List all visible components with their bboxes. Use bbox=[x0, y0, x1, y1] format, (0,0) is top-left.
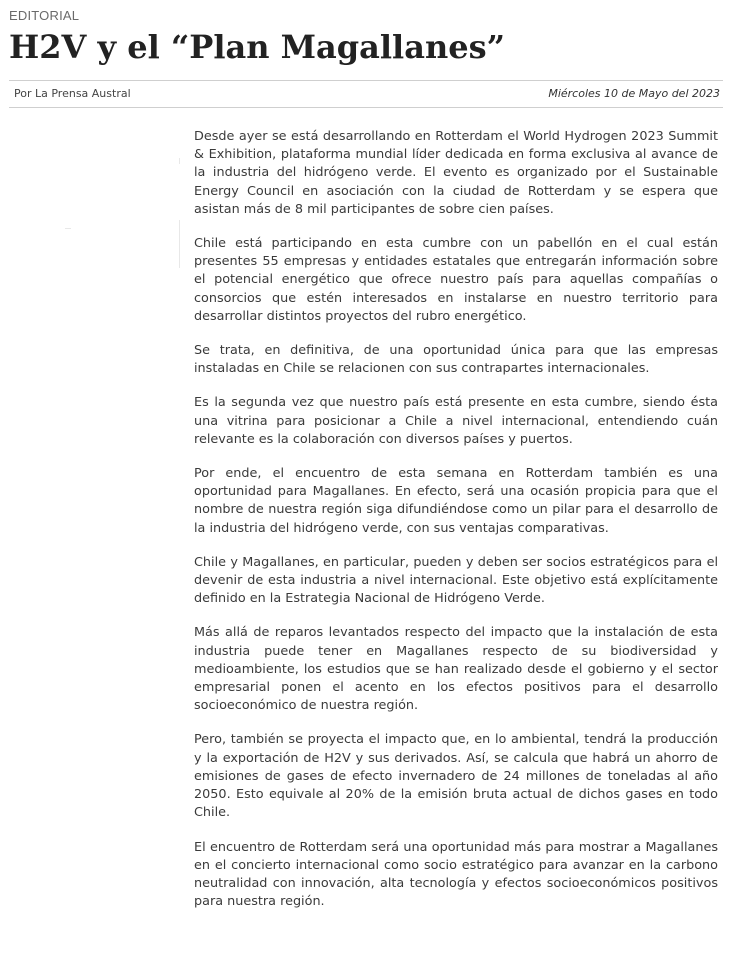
article-paragraph: Desde ayer se está desarrollando en Rotterdam el World Hydrogen 2023 Summit & Exhibition, plataforma mundial líder dedicada en forma exclusiva al avance de la industria del hidrógeno verde. El evento es organizado por el Sustainable Energy Council en asociación con la ciudad de Rotterdam y se espera que asistan más de 8 mil participantes de sobre cien países. bbox=[194, 129, 718, 217]
article-body bbox=[194, 128, 718, 927]
section-label: EDITORIAL bbox=[9, 8, 80, 23]
article-paragraph: Se trata, en definitiva, de una oportunidad única para que las empresas instaladas en Chile se relacionen con sus contrapartes internacionales. bbox=[194, 343, 718, 377]
byline-author: Por La Prensa Austral bbox=[14, 87, 131, 100]
article-paragraph: Por ende, el encuentro de esta semana en Rotterdam también es una oportunidad para Magallanes. En efecto, será una ocasión propicia para que el nombre de nuestra región siga difundiéndose como un pilar para el desarrollo de la industria del hidrógeno verde, con sus ventajas comparativas. bbox=[194, 466, 718, 536]
byline-date: Miércoles 10 de Mayo del 2023 bbox=[548, 87, 720, 100]
article-paragraph: Chile está participando en esta cumbre con un pabellón en el cual están presentes 55 empresas y entidades estatales que entregarán información sobre el potencial energético que ofrece nuestro país para aquellas compañías o consorcios que estén interesados en instalarse en nuestro territorio para desarrollar distintos proyectos del rubro energético. bbox=[194, 236, 718, 324]
article-paragraph: Chile y Magallanes, en particular, pueden y deben ser socios estratégicos para el devenir de esta industria a nivel internacional. Este objetivo está explícitamente definido en la Estrategia Nacional de Hidrógeno Verde. bbox=[194, 554, 718, 607]
byline-bar bbox=[9, 80, 723, 108]
article-paragraph: El encuentro de Rotterdam será una oportunidad más para mostrar a Magallanes en el concierto internacional como socio estratégico para avanzar en la carbono neutralidad con innovación, alta tecnología y efectos socioeconómicos positivos para nuestra región. bbox=[194, 839, 718, 910]
faint-divider-mark bbox=[179, 158, 180, 164]
left-column-placeholder bbox=[9, 125, 181, 275]
article-paragraph: Es la segunda vez que nuestro país está presente en esta cumbre, siendo ésta una vitrina para posicionar a Chile a nivel internacional, entendiendo cuán relevante es la colaboración con diversos países y puertos. bbox=[194, 395, 718, 447]
faint-divider-mark bbox=[179, 220, 180, 268]
article-paragraph: Pero, también se proyecta el impacto que, en lo ambiental, tendrá la producción y la exportación de H2V y sus derivados. Así, se calcula que habrá un ahorro de emisiones de gases de efecto invernadero de 24 millones de toneladas al año 2050. Esto equivale al 20% de la emisión bruta actual de dichos gases en todo Chile. bbox=[194, 732, 718, 821]
headline: H2V y el “Plan Magallanes” bbox=[9, 28, 505, 66]
faint-dot-mark bbox=[65, 228, 71, 229]
article-paragraph: Más allá de reparos levantados respecto del impacto que la instalación de esta industria puede tener en Magallanes respecto de su biodiversidad y medioambiente, los estudios que se han realizado desde el gobierno y el sector empresarial ponen el acento en los efectos positivos para el desarrollo socioeconómico de nuestra región. bbox=[194, 625, 718, 714]
